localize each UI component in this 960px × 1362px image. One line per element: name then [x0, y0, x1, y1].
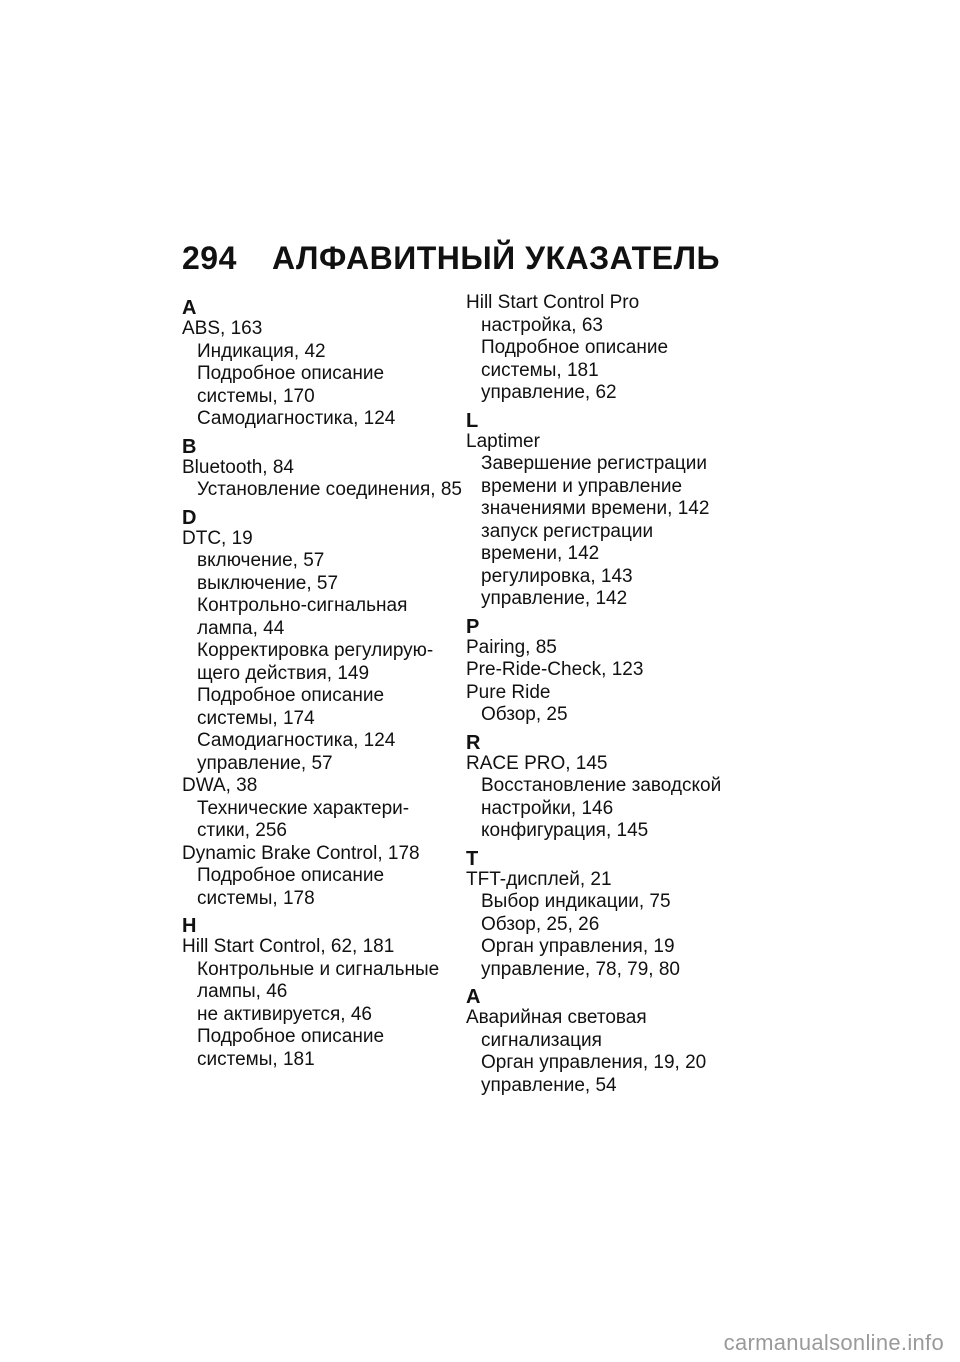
index-section — [466, 617, 766, 727]
index-subentry: управление, 62 — [481, 382, 617, 403]
index-subentry: Подробное описание — [197, 1026, 385, 1047]
index-subentry: управление, 78, 79, 80 — [481, 958, 680, 980]
index-section — [466, 411, 766, 611]
index-letter: B — [182, 435, 197, 458]
index-subentry: стики, 256 — [197, 820, 287, 841]
index-entry: Bluetooth, 84 — [182, 456, 294, 478]
index-letter: P — [466, 615, 480, 638]
index-subentry: Индикация, 42 — [197, 340, 326, 362]
index-letter: R — [466, 731, 481, 754]
index-letter: А — [466, 986, 481, 1008]
index-subentry: времени, 142 — [481, 543, 600, 564]
index-subentry: управление, 142 — [481, 588, 628, 609]
index-section — [182, 508, 472, 911]
index-entry: Pairing, 85 — [466, 636, 557, 658]
index-entry: Pure Ride — [466, 681, 551, 703]
index-section — [466, 733, 766, 843]
index-section — [466, 292, 766, 405]
index-subentry: настройки, 146 — [481, 797, 614, 819]
watermark: carmanualsonline.info — [723, 1330, 944, 1355]
index-letter: H — [182, 915, 197, 937]
index-subentry: времени и управление — [481, 475, 683, 497]
index-subentry: Контрольные и сигнальные — [197, 958, 440, 980]
index-subentry: Завершение регистрации — [481, 453, 707, 474]
index-subentry: Обзор, 25 — [481, 704, 568, 725]
index-section — [466, 987, 766, 1097]
index-subentry: Подробное описание — [197, 865, 385, 886]
index-subentry: управление, 54 — [481, 1074, 617, 1096]
index-letter: A — [182, 297, 197, 319]
index-entry: Hill Start Control, 62, 181 — [182, 936, 395, 957]
index-subentry: Обзор, 25, 26 — [481, 913, 600, 935]
index-section — [182, 916, 472, 1071]
index-entry: ABS, 163 — [182, 318, 263, 339]
index-entry: DTC, 19 — [182, 527, 253, 549]
index-subentry: регулировка, 143 — [481, 565, 633, 587]
index-subentry: системы, 181 — [481, 359, 599, 381]
index-subentry: Технические характери- — [197, 797, 410, 819]
index-subentry: системы, 170 — [197, 385, 315, 407]
index-subentry: системы, 181 — [197, 1048, 315, 1070]
index-subentry: лампы, 46 — [197, 981, 288, 1002]
index-subentry: системы, 174 — [197, 707, 315, 729]
index-entry: RACE PRO, 145 — [466, 752, 608, 774]
page-title: АЛФАВИТНЫЙ УКАЗАТЕЛЬ — [272, 240, 721, 276]
index-subentry: Установление соединения, 85 — [197, 479, 462, 500]
index-subentry: выключение, 57 — [197, 572, 339, 594]
index-subentry: не активируется, 46 — [197, 1003, 372, 1025]
index-section — [182, 298, 472, 431]
index-section — [466, 849, 766, 982]
index-entry: TFT-дисплей, 21 — [466, 868, 612, 890]
index-subentry: Подробное описание — [481, 337, 669, 358]
index-entry: Pre-Ride-Check, 123 — [466, 659, 644, 680]
index-subentry: сигнализация — [481, 1029, 602, 1051]
index-letter: D — [182, 506, 197, 529]
index-column-left — [182, 292, 472, 1077]
index-section — [182, 437, 472, 502]
index-subentry: лампа, 44 — [197, 617, 285, 639]
index-subentry: Корректировка регулирую- — [197, 640, 434, 661]
page-number: 294 — [182, 240, 237, 276]
index-subentry: настройка, 63 — [481, 314, 603, 336]
index-subentry: управление, 57 — [197, 752, 333, 774]
page-header — [182, 240, 720, 277]
index-subentry: системы, 178 — [197, 887, 315, 909]
index-subentry: щего действия, 149 — [197, 662, 370, 684]
index-entry: Hill Start Control Pro — [466, 292, 640, 313]
index-subentry: Подробное описание — [197, 685, 385, 706]
index-entry: Аварийная световая — [466, 1007, 647, 1028]
index-subentry: Орган управления, 19, 20 — [481, 1052, 707, 1073]
index-subentry: Самодиагностика, 124 — [197, 730, 396, 751]
index-subentry: конфигурация, 145 — [481, 820, 649, 841]
index-entry: Laptimer — [466, 430, 540, 452]
index-subentry: Восстановление заводской — [481, 775, 722, 796]
index-letter: T — [466, 847, 479, 870]
index-subentry: Самодиагностика, 124 — [197, 408, 396, 429]
index-subentry: Подробное описание — [197, 363, 385, 384]
index-subentry: значениями времени, 142 — [481, 498, 710, 519]
index-entry: Dynamic Brake Control, 178 — [182, 842, 420, 864]
index-letter: L — [466, 409, 479, 432]
index-subentry: Контрольно-сигнальная — [197, 595, 408, 616]
index-column-right — [466, 292, 766, 1103]
index-subentry: запуск регистрации — [481, 520, 654, 542]
index-subentry: Выбор индикации, 75 — [481, 891, 671, 912]
index-subentry: включение, 57 — [197, 550, 325, 571]
index-subentry: Орган управления, 19 — [481, 936, 675, 957]
index-entry: DWA, 38 — [182, 775, 258, 796]
